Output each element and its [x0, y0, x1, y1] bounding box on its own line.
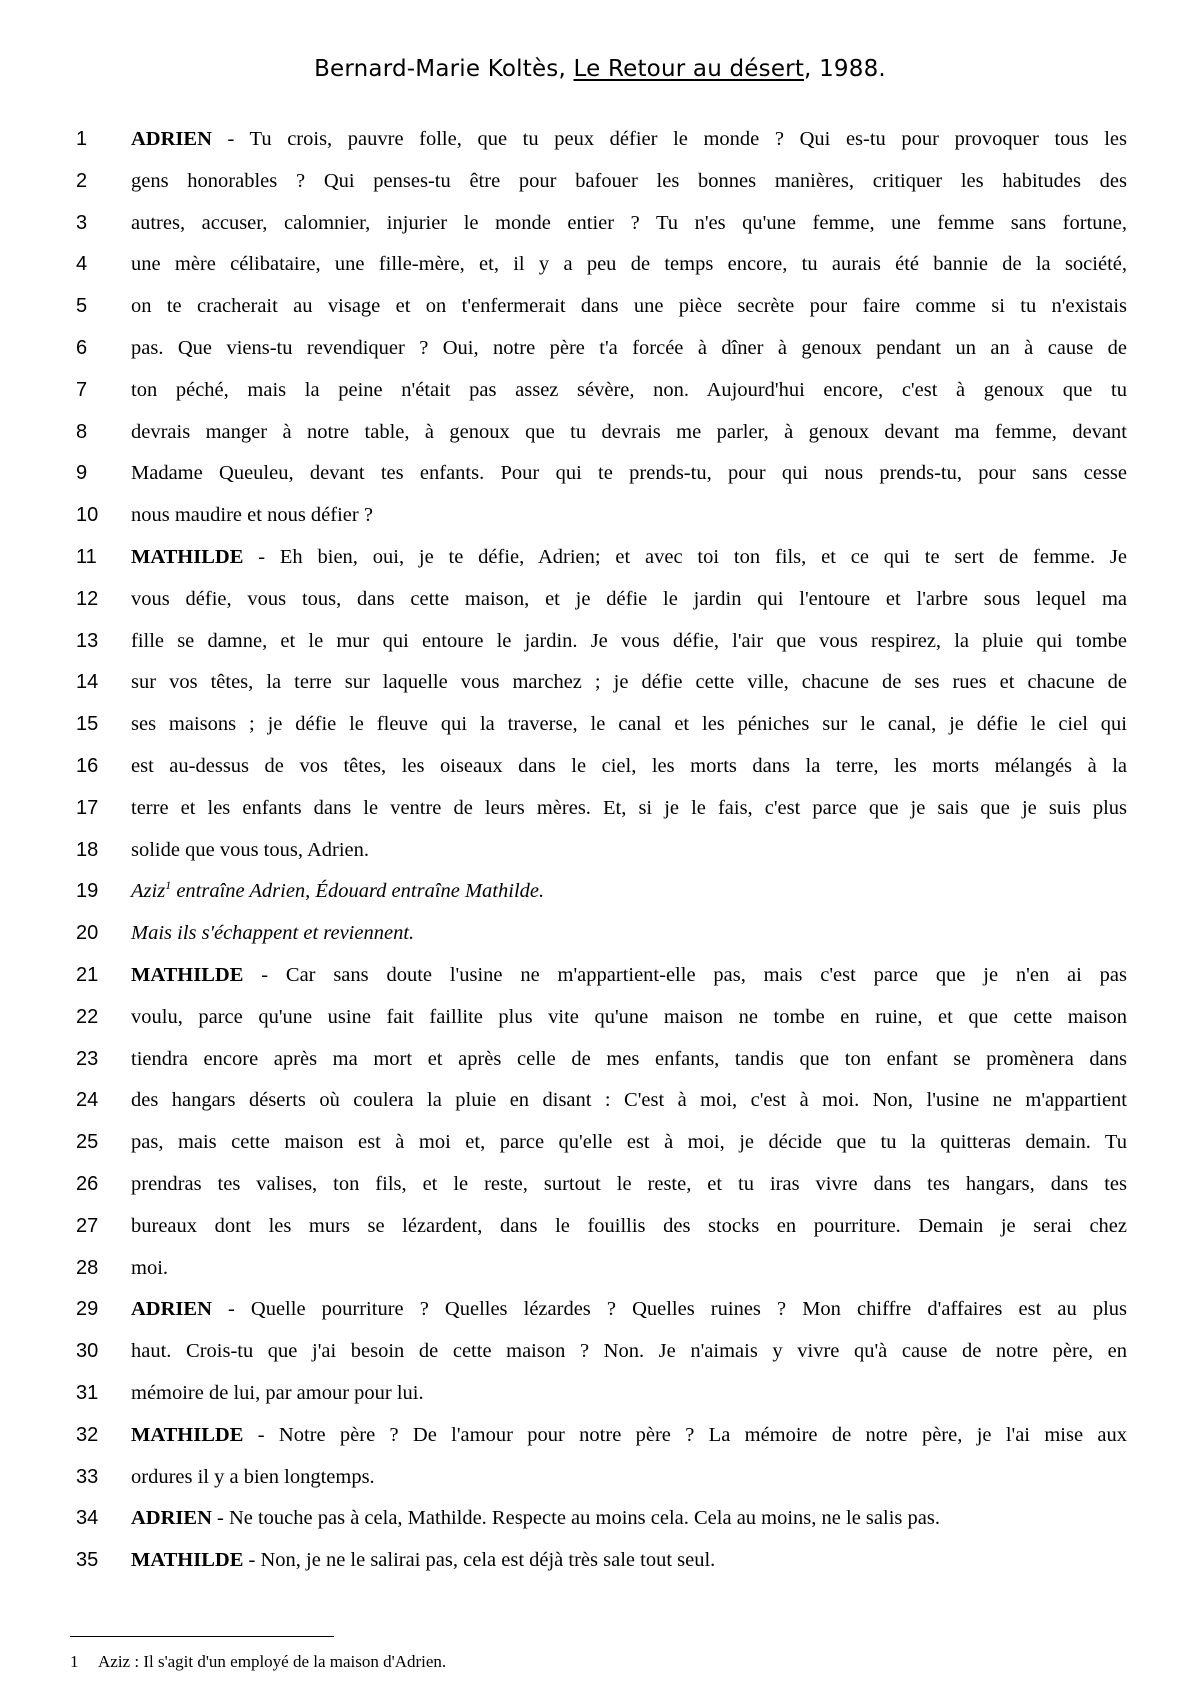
footnote-number: 1 — [70, 1652, 79, 1671]
line-text — [131, 839, 1127, 862]
line-number: 27 — [76, 1214, 99, 1237]
text-line — [0, 791, 1200, 833]
title-year: , 1988. — [804, 56, 886, 82]
text-line — [0, 833, 1200, 875]
page-title — [0, 56, 1200, 82]
line-number: 21 — [76, 963, 99, 986]
text-line — [0, 916, 1200, 958]
line-number: 9 — [76, 462, 88, 485]
line-body: nous maudire et nous défier ? — [131, 504, 373, 527]
line-text — [131, 379, 1127, 402]
line-body: solide que vous tous, Adrien. — [131, 838, 370, 861]
text-line — [0, 498, 1200, 540]
speaker-name: ADRIEN — [131, 128, 212, 150]
stage-direction-name: Aziz — [131, 880, 166, 903]
line-text — [131, 546, 1127, 569]
line-number: 32 — [76, 1423, 99, 1446]
line-number: 26 — [76, 1172, 99, 1195]
text-line — [0, 749, 1200, 791]
line-number: 24 — [76, 1089, 99, 1112]
line-body: - Ne touche pas à cela, Mathilde. Respecte au moins cela. Cela au moins, ne le salis pas. — [211, 1507, 940, 1530]
text-line — [0, 1167, 1200, 1209]
line-text — [131, 337, 1127, 360]
line-body: pas, mais cette maison est à moi et, parce qu'elle est à moi, je décide que tu la quitteras demain. Tu — [131, 1131, 1127, 1154]
text-line — [0, 206, 1200, 248]
line-number: 25 — [76, 1131, 99, 1154]
line-text — [131, 1089, 1127, 1112]
line-text — [131, 1131, 1127, 1154]
line-number: 20 — [76, 922, 99, 945]
line-body: sur vos têtes, la terre sur laquelle vous marchez ; je défie cette ville, chacune de ses rues et chacune de — [131, 671, 1127, 694]
line-body: tiendra encore après ma mort et après celle de mes enfants, tandis que ton enfant se promènera dans — [131, 1047, 1127, 1070]
line-body: autres, accuser, calomnier, injurier le monde entier ? Tu n'es qu'une femme, une femme sans fortune, — [131, 211, 1127, 234]
line-number: 4 — [76, 253, 88, 276]
line-number: 30 — [76, 1340, 99, 1363]
speaker-name: MATHILDE — [131, 963, 244, 986]
line-number: 10 — [76, 504, 99, 527]
text-line — [0, 1376, 1200, 1418]
text-line — [0, 122, 1200, 164]
text-line — [0, 707, 1200, 749]
text-line — [0, 1083, 1200, 1125]
speaker-name: MATHILDE — [131, 545, 244, 568]
footnote-separator — [70, 1636, 334, 1637]
line-text — [131, 1549, 1127, 1572]
line-number: 1 — [76, 128, 88, 150]
line-text — [131, 1507, 1127, 1530]
line-body: vous défie, vous tous, dans cette maison, et je défie le jardin qui l'entoure et l'arbre sous lequel ma — [131, 587, 1127, 610]
line-text — [131, 1006, 1127, 1029]
line-body: - Quelle pourriture ? Quelles lézardes ? Quelles ruines ? Mon chiffre d'affaires est au plus — [211, 1298, 1127, 1321]
line-text — [131, 1298, 1127, 1321]
line-body: on te cracherait au visage et on t'enfermerait dans une pièce secrète pour faire comme si tu n'existais — [131, 295, 1127, 318]
line-text — [131, 1340, 1127, 1363]
line-number: 16 — [76, 754, 99, 777]
text-line — [0, 624, 1200, 666]
line-text — [131, 1173, 1127, 1196]
line-body: bureaux dont les murs se lézardent, dans le fouillis des stocks en pourriture. Demain je serai chez — [131, 1214, 1127, 1237]
line-text — [131, 713, 1127, 736]
line-body: - Car sans doute l'usine ne m'appartient-elle pas, mais c'est parce que je n'en ai pas — [243, 963, 1127, 986]
text-line — [0, 1543, 1200, 1585]
line-body: pas. Que viens-tu revendiquer ? Oui, notre père t'a forcée à dîner à genoux pendant un an à cause de — [131, 336, 1127, 359]
footnote-text: Aziz : Il s'agit d'un employé de la maison d'Adrien. — [98, 1652, 447, 1671]
line-body: des hangars déserts où coulera la pluie en disant : C'est à moi, c'est à moi. Non, l'usine ne m'appartient — [131, 1089, 1127, 1112]
line-text — [131, 1382, 1127, 1405]
line-body: moi. — [131, 1256, 169, 1279]
speaker-name: ADRIEN — [131, 1507, 212, 1530]
text-line — [0, 1418, 1200, 1460]
line-number: 14 — [76, 671, 99, 694]
line-number: 8 — [76, 420, 88, 443]
line-number: 29 — [76, 1298, 99, 1321]
text-line — [0, 1000, 1200, 1042]
line-body: ordures il y a bien longtemps. — [131, 1465, 375, 1488]
text-line — [0, 874, 1200, 916]
line-text — [131, 295, 1127, 318]
line-number: 33 — [76, 1465, 99, 1488]
line-body: devrais manger à notre table, à genoux que tu devrais me parler, à genoux devant ma femme, devant — [131, 420, 1127, 443]
line-number: 7 — [76, 378, 88, 401]
text-line — [0, 456, 1200, 498]
text-line — [0, 1251, 1200, 1293]
text-line — [0, 1460, 1200, 1502]
text-line — [0, 1125, 1200, 1167]
line-text — [131, 964, 1127, 987]
text-line — [0, 1334, 1200, 1376]
line-body: fille se damne, et le mur qui entoure le jardin. Je vous défie, l'air que vous respirez, la pluie qui tombe — [131, 629, 1127, 652]
line-body: haut. Crois-tu que j'ai besoin de cette maison ? Non. Je n'aimais y vivre qu'à cause de notre père, en — [131, 1340, 1127, 1363]
line-body: gens honorables ? Qui penses-tu être pour bafouer les bonnes manières, critiquer les habitudes des — [131, 169, 1127, 192]
line-number: 18 — [76, 838, 99, 861]
line-text — [131, 1048, 1127, 1071]
text-line — [0, 289, 1200, 331]
text-lines — [0, 122, 1200, 1585]
line-text — [131, 1257, 1127, 1280]
line-body: Mais ils s'échappent et reviennent. — [131, 922, 415, 945]
line-number: 12 — [76, 587, 99, 610]
text-line — [0, 540, 1200, 582]
text-line — [0, 247, 1200, 289]
line-text — [131, 588, 1127, 611]
line-text — [131, 253, 1127, 276]
text-line — [0, 1209, 1200, 1251]
text-line — [0, 582, 1200, 624]
speaker-name: MATHILDE — [131, 1423, 244, 1446]
text-line — [0, 331, 1200, 373]
title-work: Le Retour au désert — [573, 56, 805, 82]
line-text — [131, 671, 1127, 694]
line-number: 13 — [76, 629, 99, 652]
stage-direction — [131, 880, 1127, 903]
text-line — [0, 1042, 1200, 1084]
speaker-name: ADRIEN — [131, 1298, 212, 1321]
line-body: ton péché, mais la peine n'était pas assez sévère, non. Aujourd'hui encore, c'est à genoux que tu — [131, 378, 1127, 401]
footnote — [70, 1652, 446, 1672]
line-body: prendras tes valises, ton fils, et le reste, surtout le reste, et tu iras vivre dans tes hangars, dans tes — [131, 1172, 1127, 1195]
text-line — [0, 1292, 1200, 1334]
line-number: 22 — [76, 1005, 99, 1028]
line-text — [131, 1424, 1127, 1447]
line-number: 28 — [76, 1256, 99, 1279]
line-text — [131, 1466, 1127, 1489]
line-body: entraîne Adrien, Édouard entraîne Mathilde. — [171, 880, 545, 903]
line-body: terre et les enfants dans le ventre de leurs mères. Et, si je le fais, c'est parce que je sais que je suis plus — [131, 796, 1127, 819]
line-text — [131, 797, 1127, 820]
line-body: - Eh bien, oui, je te défie, Adrien; et avec toi ton fils, et ce qui te sert de femme. Je — [243, 545, 1127, 568]
line-body: Madame Queuleu, devant tes enfants. Pour qui te prends-tu, pour qui nous prends-tu, pour sans cesse — [131, 462, 1127, 485]
title-author: Bernard-Marie Koltès, — [314, 56, 574, 82]
line-number: 35 — [76, 1549, 99, 1572]
text-line — [0, 164, 1200, 206]
line-text — [131, 128, 1127, 151]
line-text — [131, 504, 1127, 527]
line-number: 31 — [76, 1381, 99, 1404]
line-number: 15 — [76, 713, 99, 736]
line-text — [131, 170, 1127, 193]
line-text — [131, 212, 1127, 235]
line-body: voulu, parce qu'une usine fait faillite plus vite qu'une maison ne tombe en ruine, et que cette maison — [131, 1005, 1127, 1028]
footnote-ref[interactable]: 1 — [165, 878, 172, 893]
line-number: 23 — [76, 1047, 99, 1070]
line-body: - Notre père ? De l'amour pour notre père ? La mémoire de notre père, je l'ai mise aux — [243, 1423, 1127, 1446]
line-body: - Non, je ne le salirai pas, cela est déjà très sale tout seul. — [243, 1549, 716, 1572]
line-body: est au-dessus de vos têtes, les oiseaux dans le ciel, les morts dans la terre, les morts mélangés à la — [131, 754, 1127, 777]
line-number: 34 — [76, 1507, 99, 1530]
line-number: 2 — [76, 169, 88, 192]
line-text — [131, 1215, 1127, 1238]
text-line — [0, 1501, 1200, 1543]
line-text — [131, 462, 1127, 485]
line-number: 19 — [76, 880, 99, 903]
line-number: 3 — [76, 211, 88, 234]
stage-direction — [131, 922, 1127, 945]
line-body: - Tu crois, pauvre folle, que tu peux défier le monde ? Qui es-tu pour provoquer tous les — [211, 128, 1127, 150]
line-text — [131, 755, 1127, 778]
text-line — [0, 665, 1200, 707]
line-body: mémoire de lui, par amour pour lui. — [131, 1381, 424, 1404]
line-number: 6 — [76, 336, 88, 359]
line-text — [131, 630, 1127, 653]
text-line — [0, 415, 1200, 457]
line-body: une mère célibataire, une fille-mère, et, il y a peu de temps encore, tu aurais été bannie de la société, — [131, 253, 1127, 276]
line-body: ses maisons ; je défie le fleuve qui la traverse, le canal et les péniches sur le canal, je défie le ciel qui — [131, 713, 1127, 736]
line-number: 5 — [76, 295, 88, 318]
line-number: 11 — [76, 545, 97, 568]
text-line — [0, 958, 1200, 1000]
speaker-name: MATHILDE — [131, 1549, 244, 1572]
line-number: 17 — [76, 796, 99, 819]
text-line — [0, 373, 1200, 415]
line-text — [131, 421, 1127, 444]
